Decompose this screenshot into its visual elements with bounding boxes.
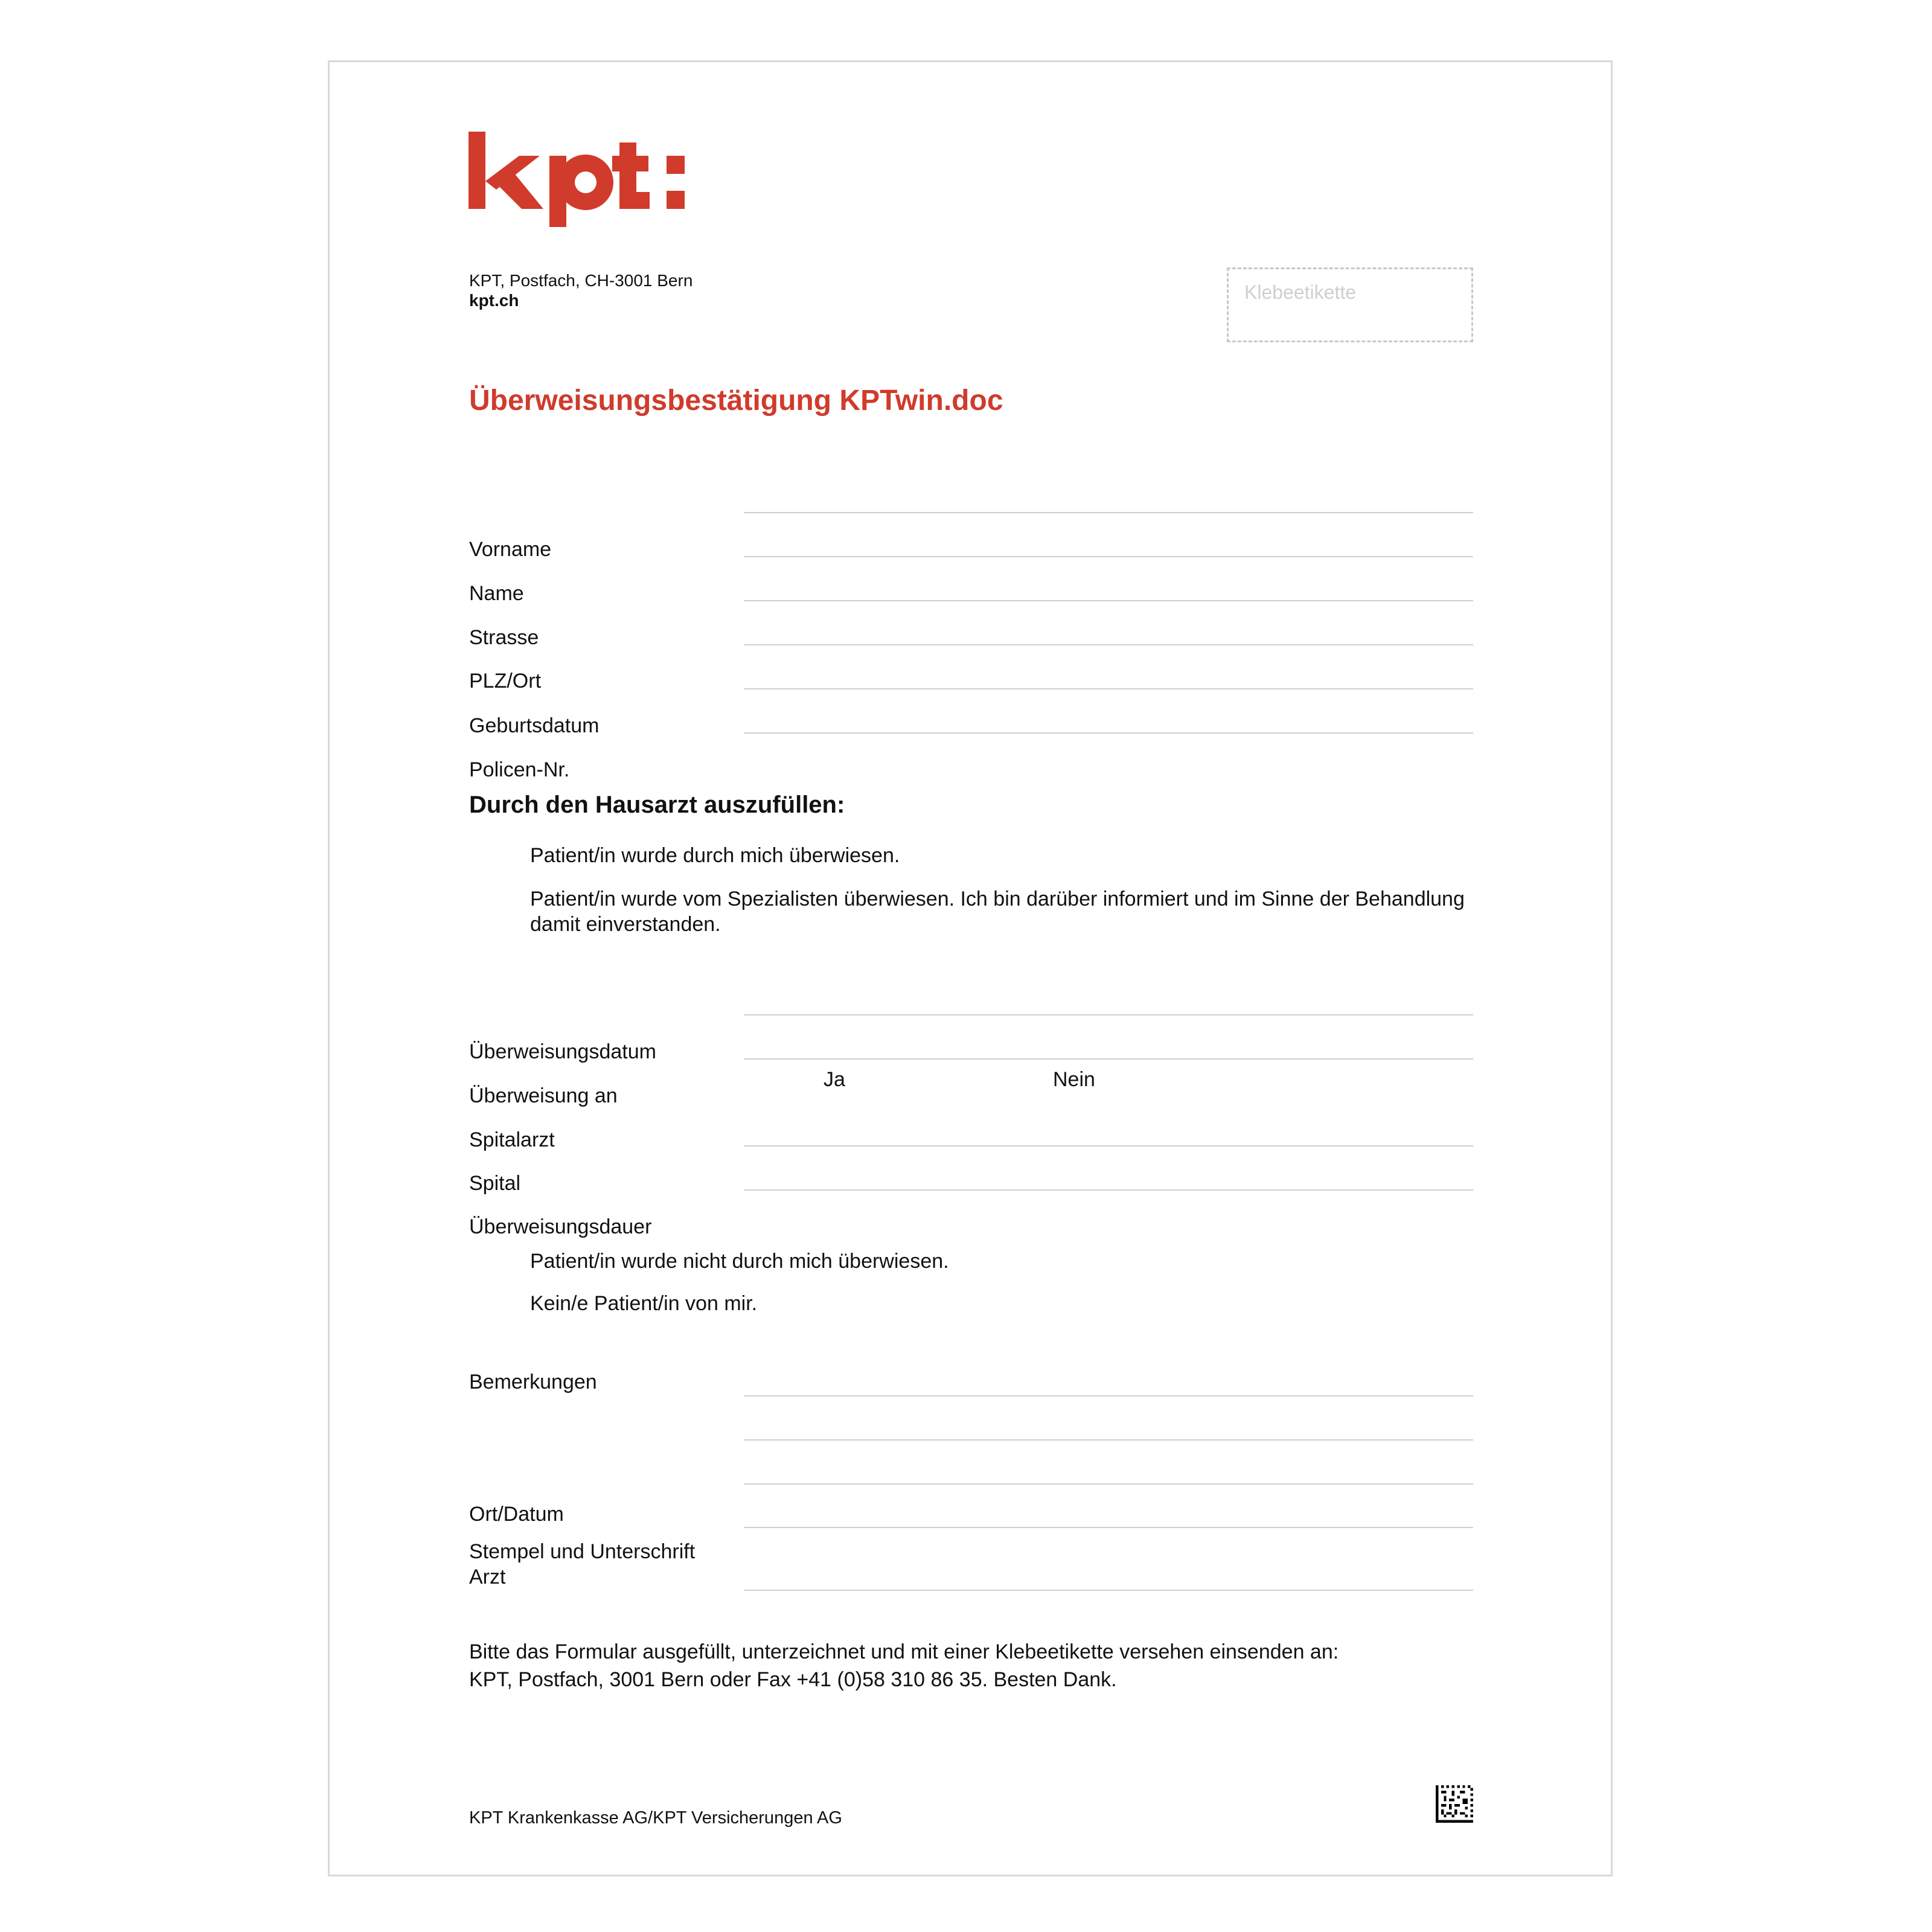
remarks-line-1[interactable]	[744, 1395, 1473, 1396]
hospital-doctor-yes[interactable]: Ja	[824, 1068, 845, 1091]
stamp-signature-field[interactable]	[744, 1590, 1473, 1591]
remarks-line-2[interactable]	[744, 1439, 1473, 1441]
referral-to-field[interactable]	[744, 1058, 1473, 1060]
remarks-line-3[interactable]	[744, 1483, 1473, 1485]
referral-to-label: Überweisung an	[469, 1084, 618, 1107]
place-date-field[interactable]	[744, 1527, 1473, 1528]
police-number-field[interactable]	[744, 732, 1473, 734]
hospital-doctor-no[interactable]: Nein	[1053, 1068, 1095, 1091]
hospital-field[interactable]	[744, 1145, 1473, 1147]
sticker-label-box	[1227, 267, 1473, 342]
sticker-label-placeholder: Klebeetikette	[1244, 281, 1357, 303]
form-title: Überweisungsbestätigung KPTwin.doc	[469, 385, 1003, 417]
referral-date-field[interactable]	[744, 1014, 1473, 1016]
stamp-signature-label	[469, 1539, 695, 1590]
remarks-label: Bemerkungen	[469, 1371, 597, 1393]
hospital-doctor-label: Spitalarzt	[469, 1128, 555, 1151]
sender-website: kpt.ch	[469, 291, 519, 310]
geburtsdatum-label: Geburtsdatum	[469, 714, 600, 737]
name-field[interactable]	[744, 556, 1473, 557]
hospital-label: Spital	[469, 1172, 521, 1195]
referral-duration-field[interactable]	[744, 1189, 1473, 1191]
stamp-signature-label-line1: Stempel und Unterschrift	[469, 1540, 696, 1563]
option-referred-by-me[interactable]: Patient/in wurde durch mich überwiesen.	[530, 844, 900, 867]
form-page	[328, 60, 1613, 1876]
plz-ort-field[interactable]	[744, 644, 1473, 645]
strasse-label: Strasse	[469, 626, 539, 649]
kpt-logo	[469, 132, 686, 228]
police-number-label: Policen-Nr.	[469, 758, 570, 781]
option-not-referred-by-me[interactable]: Patient/in wurde nicht durch mich überwiesen.	[530, 1250, 949, 1273]
submission-note	[469, 1638, 1483, 1694]
option-not-my-patient[interactable]: Kein/e Patient/in von mir.	[530, 1292, 758, 1315]
option-referred-by-specialist[interactable]: Patient/in wurde vom Spezialisten überwiesen. Ich bin darüber informiert und im Sinne der Behandlung damit einverstanden.	[530, 888, 1465, 936]
strasse-field[interactable]	[744, 600, 1473, 601]
stamp-signature-label-line2: Arzt	[469, 1566, 506, 1588]
plz-ort-label: PLZ/Ort	[469, 670, 542, 693]
submission-note-line2: KPT, Postfach, 3001 Bern oder Fax +41 (0)58 310 86 35. Besten Dank.	[469, 1668, 1117, 1691]
sender-block	[469, 270, 693, 310]
submission-note-line1: Bitte das Formular ausgefüllt, unterzeichnet und mit einer Klebeetikette versehen einsenden an:	[469, 1640, 1339, 1663]
geburtsdatum-field[interactable]	[744, 688, 1473, 689]
company-footer: KPT Krankenkasse AG/KPT Versicherungen AG	[469, 1808, 842, 1828]
referral-date-label: Überweisungsdatum	[469, 1040, 656, 1063]
datamatrix-barcode	[1436, 1785, 1473, 1823]
vorname-label: Vorname	[469, 538, 552, 561]
name-label: Name	[469, 582, 524, 605]
doctor-section-heading: Durch den Hausarzt auszufüllen:	[469, 792, 845, 818]
vorname-field[interactable]	[744, 512, 1473, 513]
sender-address: KPT, Postfach, CH-3001 Bern	[469, 271, 693, 290]
referral-duration-label: Überweisungsdauer	[469, 1215, 652, 1238]
place-date-label: Ort/Datum	[469, 1503, 564, 1526]
